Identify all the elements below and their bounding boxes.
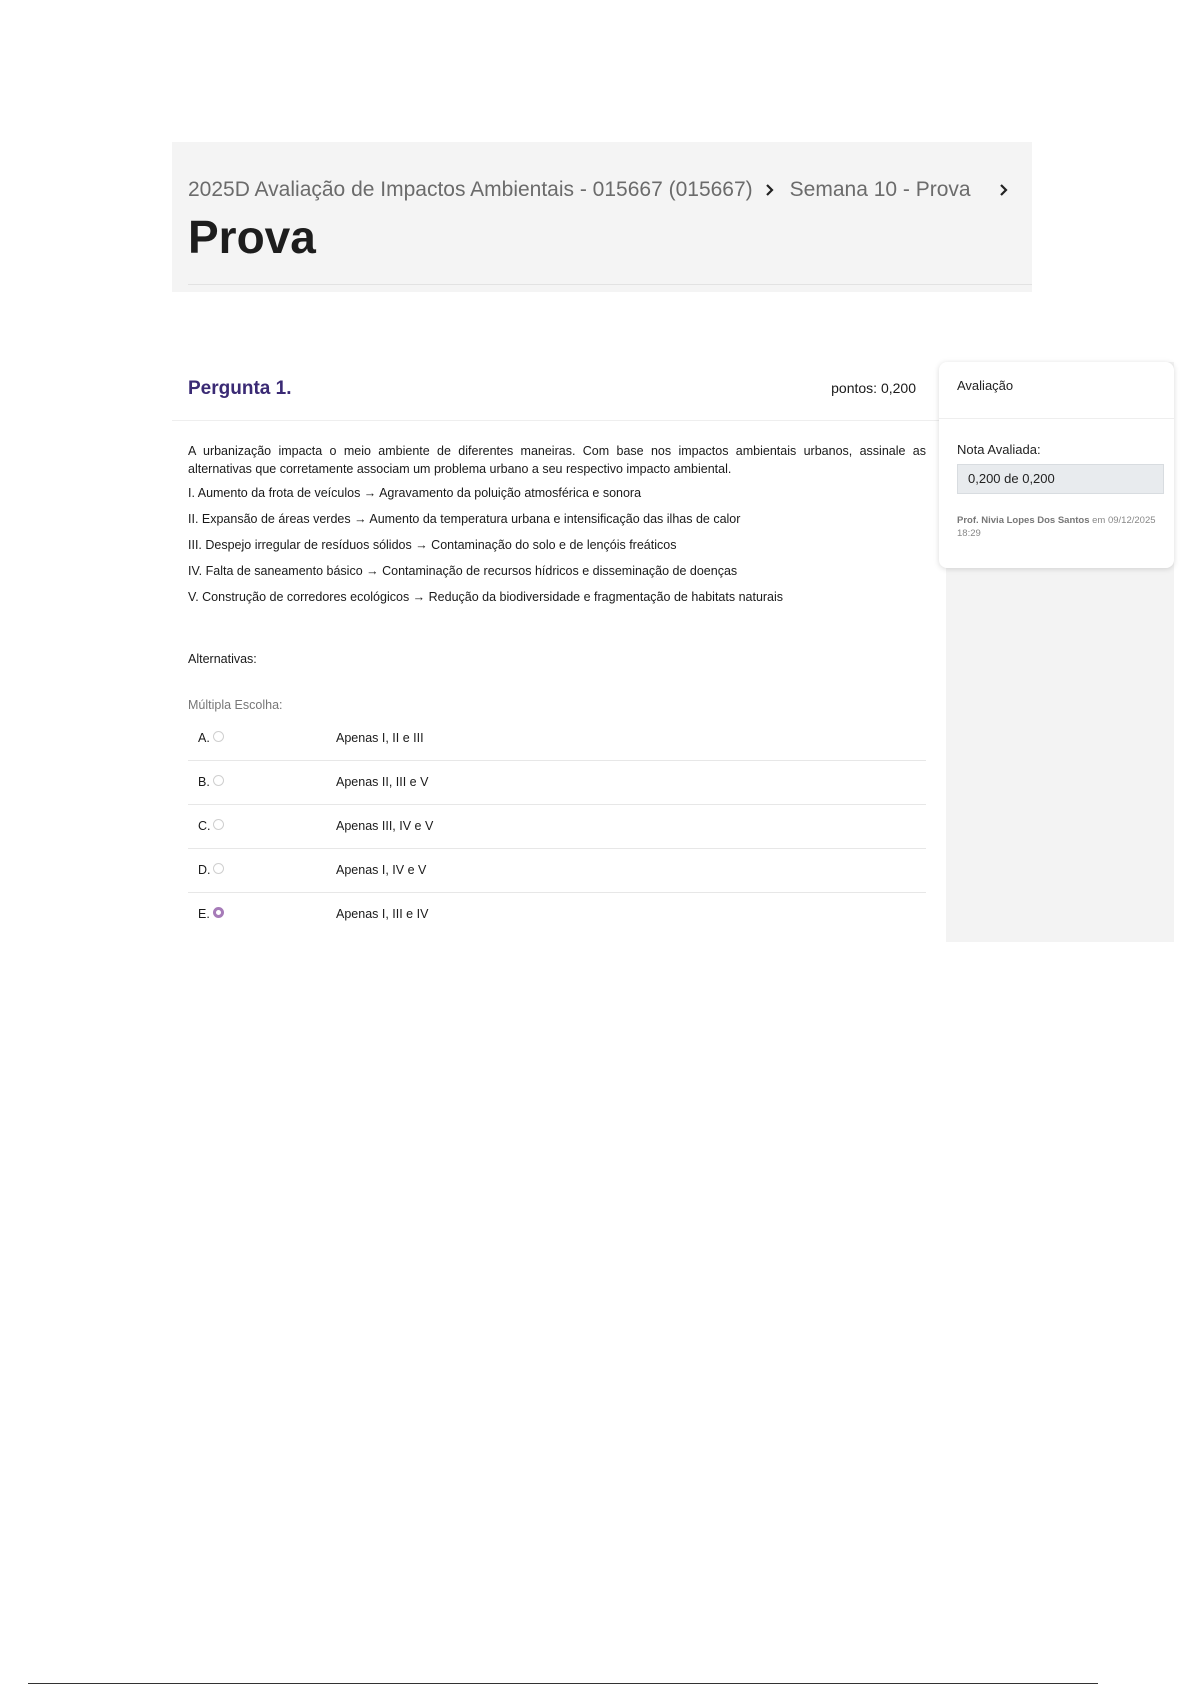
option-text: Apenas III, IV e V bbox=[336, 819, 434, 833]
radio-button[interactable] bbox=[213, 731, 224, 742]
option-d[interactable] bbox=[188, 849, 926, 893]
statement: V. Construção de corredores ecológicos → Redução da biodiversidade e fragmentação de habitats naturais bbox=[188, 590, 784, 604]
option-text: Apenas I, II e III bbox=[336, 731, 424, 745]
grade-field: 0,200 de 0,200 bbox=[957, 464, 1164, 494]
evaluation-card bbox=[939, 362, 1174, 568]
question-text: A urbanização impacta o meio ambiente de diferentes maneiras. Com base nos impactos ambientais urbanos, assinale as alternativas que corretamente associam um problema urbano a seu respectivo impacto ambiental. bbox=[188, 444, 926, 476]
radio-button[interactable] bbox=[213, 863, 224, 874]
option-e[interactable] bbox=[188, 893, 926, 936]
question-title: Pergunta 1. bbox=[188, 378, 292, 399]
question-points: pontos: 0,200 bbox=[831, 380, 916, 396]
option-letter: A. bbox=[198, 731, 210, 745]
option-text: Apenas I, III e IV bbox=[336, 907, 429, 921]
statement: III. Despejo irregular de resíduos sólidos → Contaminação do solo e de lençóis freáticos bbox=[188, 538, 677, 552]
question-panel bbox=[172, 362, 948, 942]
grader-info bbox=[957, 514, 1167, 540]
grader-date: em 09/12/2025 18:29 bbox=[957, 515, 1156, 539]
breadcrumb-week-link[interactable]: Semana 10 - Prova bbox=[789, 178, 971, 201]
radio-button[interactable] bbox=[213, 775, 224, 786]
radio-button-selected[interactable] bbox=[213, 907, 224, 918]
alternatives-label: Alternativas: bbox=[188, 652, 257, 666]
statement: I. Aumento da frota de veículos → Agravamento da poluição atmosférica e sonora bbox=[188, 486, 642, 500]
option-a[interactable] bbox=[188, 717, 926, 761]
option-c[interactable] bbox=[188, 805, 926, 849]
question-body bbox=[188, 442, 926, 604]
option-text: Apenas II, III e V bbox=[336, 775, 429, 789]
option-letter: C. bbox=[198, 819, 211, 833]
footer-divider bbox=[28, 1683, 1098, 1684]
multiple-choice-label: Múltipla Escolha: bbox=[188, 698, 283, 712]
option-letter: E. bbox=[198, 907, 210, 921]
options-list bbox=[188, 717, 926, 936]
evaluation-divider bbox=[939, 418, 1174, 419]
page-header bbox=[172, 142, 1032, 292]
page-title: Prova bbox=[188, 211, 316, 263]
option-letter: B. bbox=[198, 775, 210, 789]
option-text: Apenas I, IV e V bbox=[336, 863, 427, 877]
chevron-right-icon bbox=[999, 183, 1008, 197]
chevron-right-icon bbox=[765, 183, 774, 197]
option-b[interactable] bbox=[188, 761, 926, 805]
header-divider bbox=[188, 284, 1032, 285]
breadcrumb-course-link[interactable]: 2025D Avaliação de Impactos Ambientais - 015667 (015667) bbox=[188, 178, 753, 201]
breadcrumb bbox=[188, 178, 1024, 202]
statement: II. Expansão de áreas verdes → Aumento da temperatura urbana e intensificação das ilhas de calor bbox=[188, 512, 741, 526]
option-letter: D. bbox=[198, 863, 211, 877]
statement: IV. Falta de saneamento básico → Contaminação de recursos hídricos e disseminação de doenças bbox=[188, 564, 738, 578]
evaluation-title: Avaliação bbox=[957, 378, 1014, 393]
radio-button[interactable] bbox=[213, 819, 224, 830]
grade-label: Nota Avaliada: bbox=[957, 442, 1041, 457]
question-divider bbox=[172, 420, 948, 421]
grader-name: Prof. Nivia Lopes Dos Santos bbox=[957, 515, 1090, 526]
